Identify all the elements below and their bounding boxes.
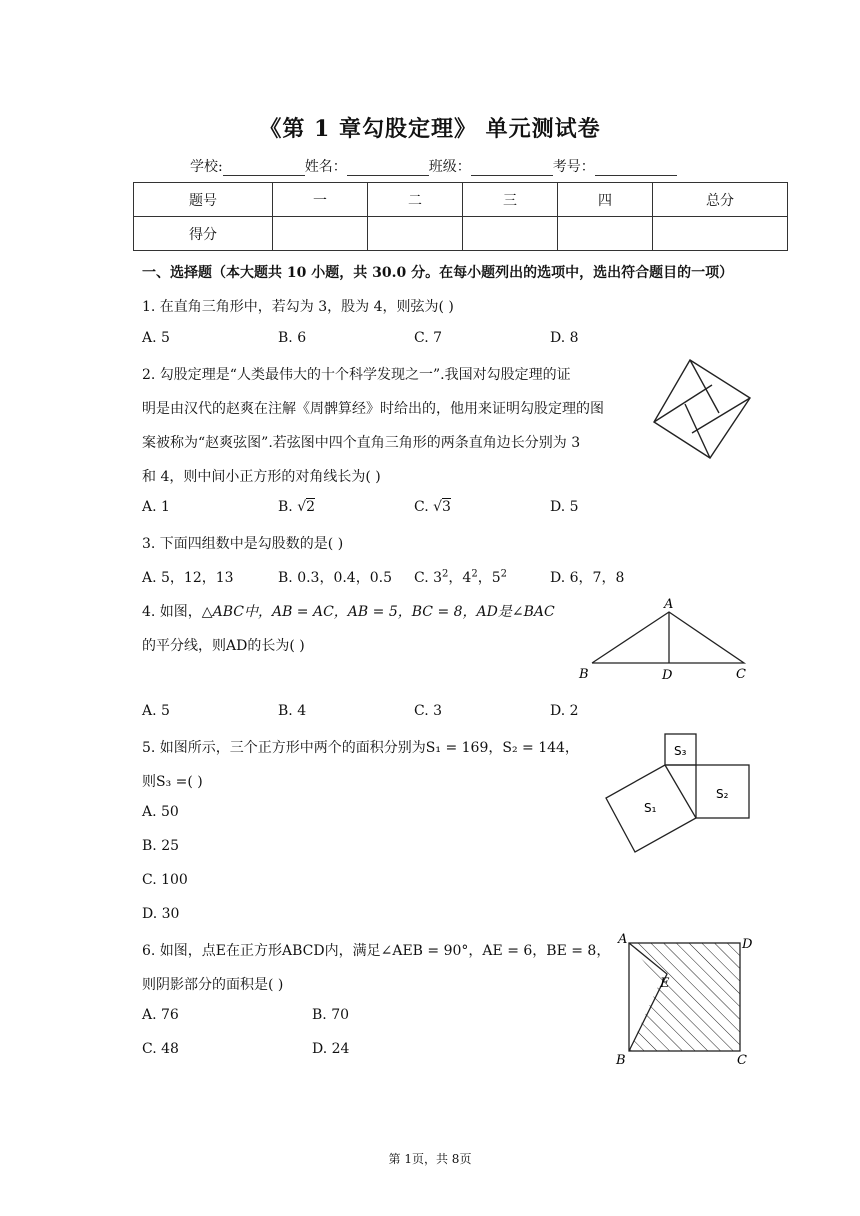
label-a: A: [618, 932, 628, 947]
score-table: [133, 182, 788, 251]
page-title: 《第 1 章勾股定理》 单元测试卷: [259, 116, 601, 142]
q4-option-a[interactable]: A. 5: [142, 703, 170, 719]
diagram-line: [654, 385, 712, 422]
q1-option-d[interactable]: D. 8: [550, 330, 579, 346]
outer-square: [654, 360, 750, 458]
question-2-line: 案被称为“赵爽弦图”.若弦图中四个直角三角形的两条直角边长分别为 3: [142, 435, 581, 451]
q3-option-b[interactable]: B. 0.3，0.4，0.5: [278, 570, 392, 586]
label-b: B: [616, 1053, 626, 1068]
q6-option-b[interactable]: B. 70: [312, 1007, 350, 1023]
score-cell[interactable]: [653, 217, 788, 251]
q4-prefix: 4. 如图，△: [142, 604, 213, 620]
section-heading: 一、选择题（本大题共 10 小题，共 30.0 分。在每小题列出的选项中，选出符合题目的一项）: [142, 265, 734, 281]
diagram-line: [690, 360, 719, 413]
shaded-region: [629, 943, 740, 1051]
question-3-text: 3. 下面四组数中是勾股数的是( ): [142, 536, 344, 552]
score-cell[interactable]: [273, 217, 368, 251]
label-e: E: [660, 976, 670, 991]
label-d: D: [742, 937, 753, 952]
score-table-score-row: [134, 217, 788, 251]
label-c: C: [736, 667, 746, 682]
question-1-text: 1. 在直角三角形中，若勾为 3，股为 4，则弦为( ): [142, 299, 454, 315]
radicand: 2: [306, 499, 316, 515]
question-5-line-1: 5. 如图所示，三个正方形中两个的面积分别为S₁ = 169，S₂ = 144，: [142, 740, 579, 756]
q5-option-a[interactable]: A. 50: [142, 804, 179, 820]
separator: ，: [448, 570, 463, 586]
q3-option-d[interactable]: D. 6，7，8: [550, 570, 625, 586]
question-2-line: 和 4，则中间小正方形的对角线长为( ): [142, 469, 381, 485]
q2-option-b[interactable]: B. √2: [278, 499, 316, 515]
exam-no-blank[interactable]: [595, 161, 677, 176]
question-5-line-2: 则S₃ =( ): [142, 774, 203, 790]
question-6-line-2: 则阴影部分的面积是( ): [142, 977, 284, 993]
label-s3: S₃: [674, 744, 687, 758]
triangle-name: ABC: [212, 604, 244, 620]
score-header-cell: 三: [463, 183, 558, 217]
score-cell[interactable]: [368, 217, 463, 251]
three-squares-diagram: [604, 730, 754, 856]
option-letter: C.: [414, 499, 434, 515]
q1-option-a[interactable]: A. 5: [142, 330, 170, 346]
base: 4: [462, 570, 472, 586]
q6-option-d[interactable]: D. 24: [312, 1041, 350, 1057]
radicand: 3: [442, 499, 451, 515]
exponent: 2: [442, 568, 449, 580]
q4-conditions: 中，AB = AC，AB = 5，BC = 8，AD是∠BAC: [243, 604, 555, 620]
class-label: 班级：: [428, 159, 471, 175]
triangle-abc: [592, 612, 744, 663]
score-header-cell: 总分: [653, 183, 788, 217]
name-blank[interactable]: [347, 161, 429, 176]
q1-option-c[interactable]: C. 7: [414, 330, 443, 346]
exponent: 2: [471, 568, 478, 580]
q2-option-d[interactable]: D. 5: [550, 499, 579, 515]
score-table-header-row: [134, 183, 788, 217]
q6-option-c[interactable]: C. 48: [142, 1041, 179, 1057]
square-shaded-diagram: [612, 930, 758, 1070]
option-letter: B.: [278, 499, 298, 515]
label-d: D: [662, 668, 673, 683]
school-label: 学校:: [190, 159, 223, 175]
score-header-cell: 四: [558, 183, 653, 217]
label-a: A: [664, 597, 674, 612]
label-c: C: [737, 1053, 747, 1068]
zhao-shuang-diagram: [652, 358, 752, 462]
q2-option-a[interactable]: A. 1: [142, 499, 170, 515]
score-row-label: 得分: [134, 217, 273, 251]
q4-option-c[interactable]: C. 3: [414, 703, 443, 719]
q5-option-c[interactable]: C. 100: [142, 872, 188, 888]
score-cell[interactable]: [463, 217, 558, 251]
q4-option-d[interactable]: D. 2: [550, 703, 579, 719]
question-6-line-1: 6. 如图，点E在正方形ABCD内，满足∠AEB = 90°，AE = 6，BE = 8，: [142, 943, 611, 959]
q2-option-c[interactable]: C. √3: [414, 499, 451, 515]
question-2-line: 2. 勾股定理是“人类最伟大的十个科学发现之一”.我国对勾股定理的证: [142, 367, 571, 383]
label-b: B: [579, 667, 589, 682]
q3-option-a[interactable]: A. 5，12，13: [142, 570, 234, 586]
separator: ，: [477, 570, 492, 586]
exam-no-label: 考号：: [552, 159, 595, 175]
score-header-cell: 二: [368, 183, 463, 217]
q5-option-b[interactable]: B. 25: [142, 838, 180, 854]
page-footer: 第 1页，共 8页: [388, 1152, 472, 1166]
exponent: 2: [500, 568, 508, 580]
q4-option-b[interactable]: B. 4: [278, 703, 307, 719]
q5-option-d[interactable]: D. 30: [142, 906, 180, 922]
label-s1: S₁: [644, 801, 657, 815]
score-header-cell: 一: [273, 183, 368, 217]
name-label: 姓名：: [304, 159, 347, 175]
diagram-line: [692, 398, 750, 433]
question-4-line-2: 的平分线，则AD的长为( ): [142, 638, 305, 654]
class-blank[interactable]: [471, 161, 553, 176]
score-header-cell: 题号: [134, 183, 273, 217]
score-cell[interactable]: [558, 217, 653, 251]
q3-option-c[interactable]: [414, 567, 507, 587]
question-2-line: 明是由汉代的赵爽在注解《周髀算经》时给出的，他用来证明勾股定理的图: [142, 401, 604, 417]
question-4-line-1: [142, 601, 555, 621]
student-info-line: [190, 156, 677, 176]
isosceles-triangle-diagram: [574, 596, 754, 684]
label-s2: S₂: [716, 787, 729, 801]
base: 5: [491, 570, 501, 586]
q6-option-a[interactable]: A. 76: [142, 1007, 179, 1023]
base: 3: [433, 570, 443, 586]
q1-option-b[interactable]: B. 6: [278, 330, 307, 346]
option-letter: C.: [414, 570, 434, 586]
school-blank[interactable]: [223, 161, 305, 176]
